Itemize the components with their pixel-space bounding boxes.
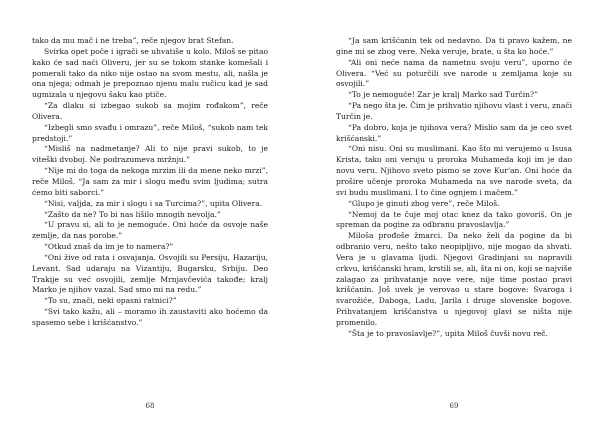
paragraph: “Nije mi do toga da nekoga mrzim ili da mene neko mrzi”, reče Miloš. “Ja sam za mir i slogu među svim ljudima; sutra ćemo biti saborci.” <box>32 166 268 197</box>
paragraph: “Pa nego šta je. Čim je prihvatio njihovu vlast i veru, znači Turčin je. <box>336 101 572 121</box>
paragraph: “To su, znači, neki opasni ratnici?” <box>44 296 177 306</box>
paragraph: “Otkud znaš da im je to namera?” <box>44 242 174 252</box>
paragraph: “Za dlaku si izbegao sukob sa mojim rođakom”, reče Olivera. <box>32 101 268 121</box>
paragraph: “Ja sam krišćanin tek od nedavno. Da ti pravo kažem, ne gine mi se zbog vere. Neka veruje, brate, u šta ko hoće.” <box>336 36 572 56</box>
paragraph: “Nisi, valjda, za mir i slogu i sa Turcima?”, upita Olivera. <box>44 198 263 208</box>
paragraph: Svirka opet poče i igrači se uhvatiše u kolo. Miloš se pitao kako će sad naći Oliveru, jer su se tokom stanke komešali i pomerali tako da niko nije ostao na svom mestu, ali, našla je ona njega; odmah je prepoznao njenu malu ručicu kad je sad ugmizala u njegovu šaku kao ptiče. <box>32 46 268 100</box>
paragraph: “Oni nisu. Oni su muslimani. Kao što mi verujemo u Isusa Krista, tako oni veruju u proroka Muhameda koji im je dao novu veru. Njihovo sveto pismo se zove Kur'an. Oni hoće da prošire učenje proroka Muhameda na sve narode sveta, da svi budu muslimani. I to čine ognjem i mačem.” <box>336 144 572 197</box>
page-number-right: 69 <box>449 402 459 410</box>
paragraph: “Izbegli smo svađu i omrazu”, reče Miloš, “sukob nam tek predstoji.” <box>32 122 268 143</box>
paragraph: “Svi tako kažu, ali – moramo ih zaustaviti ako hoćemo da spasemo sebe i krišćanstvo.” <box>32 307 268 327</box>
left-page-text <box>32 36 268 329</box>
paragraph: “Šta je to pravoslavlje?”, upita Miloš čuvši novu reč. <box>348 328 548 338</box>
paragraph: “Misliš na nadmetanje? Ali to nije pravi sukob, to je viteški dvoboj. Ne podrazumeva mržnju.” <box>32 144 268 165</box>
paragraph: “Oni žive od rata i osvajanja. Osvojili su Persiju, Hazariju, Levant. Sad udaraju na Vizantiju, Bugarsku, Srbiju. Deo Trakije su već osvojili, zemlje Mrnjavčevića takođe; kralj Marko je njihov vazal. Sad smo mi na redu.” <box>32 252 268 295</box>
paragraph: “Nemoj da te čuje moj otac knez da tako govoriš. On je spreman da pogine za odbranu pravoslavlja.” <box>336 209 572 230</box>
paragraph: tako da mu mač i ne treba”, reče njegov brat Stefan. <box>32 36 234 45</box>
paragraph: “Ali oni neće nama da nametnu svoju veru”, uporno će Olivera. “Već su poturčili sve narode u zemljama koje su osvojili.” <box>336 57 572 89</box>
right-page-text <box>336 36 572 340</box>
page-number-left: 68 <box>145 402 155 410</box>
paragraph: “Glupo je ginuti zbog vere”, reče Miloš. <box>348 198 500 208</box>
paragraph: “Zašto da ne? To bi nas lišilo mnogih nevolja.” <box>44 209 221 219</box>
paragraph: Miloša prođoše žmarci. Da neko želi da pogine da bi odbranio veru, nešto tako neopipljivo, nije mogao da shvati. Vera je u glavama ljudi. Njegovi Gradinjani su napravili crkvu, krišćanski hram, krstili se, ali, šta ni on, koji se najviše zalagao za prihvatanje nove vere, nije time postao pravi krišćanin. Još uvek je verovao u stare bogove: Svaroga i svarožiće, Daboga, Ladu, Jarila i druge slovenske bogove. Prihvatanjem krišćanstva u njegovoj glavi se ništa nije promenilo. <box>336 231 572 327</box>
paragraph: “To je nemoguće! Zar je kralj Marko sad Turčin?” <box>348 90 538 100</box>
paragraph: “U pravu si, ali to je nemoguće. Oni hoće da osvoje naše zemlje, da nas porobe.” <box>32 220 268 241</box>
paragraph: “Pa dobro, koja je njihova vera? Mislio sam da je ceo svet krišćanski.” <box>336 122 572 143</box>
